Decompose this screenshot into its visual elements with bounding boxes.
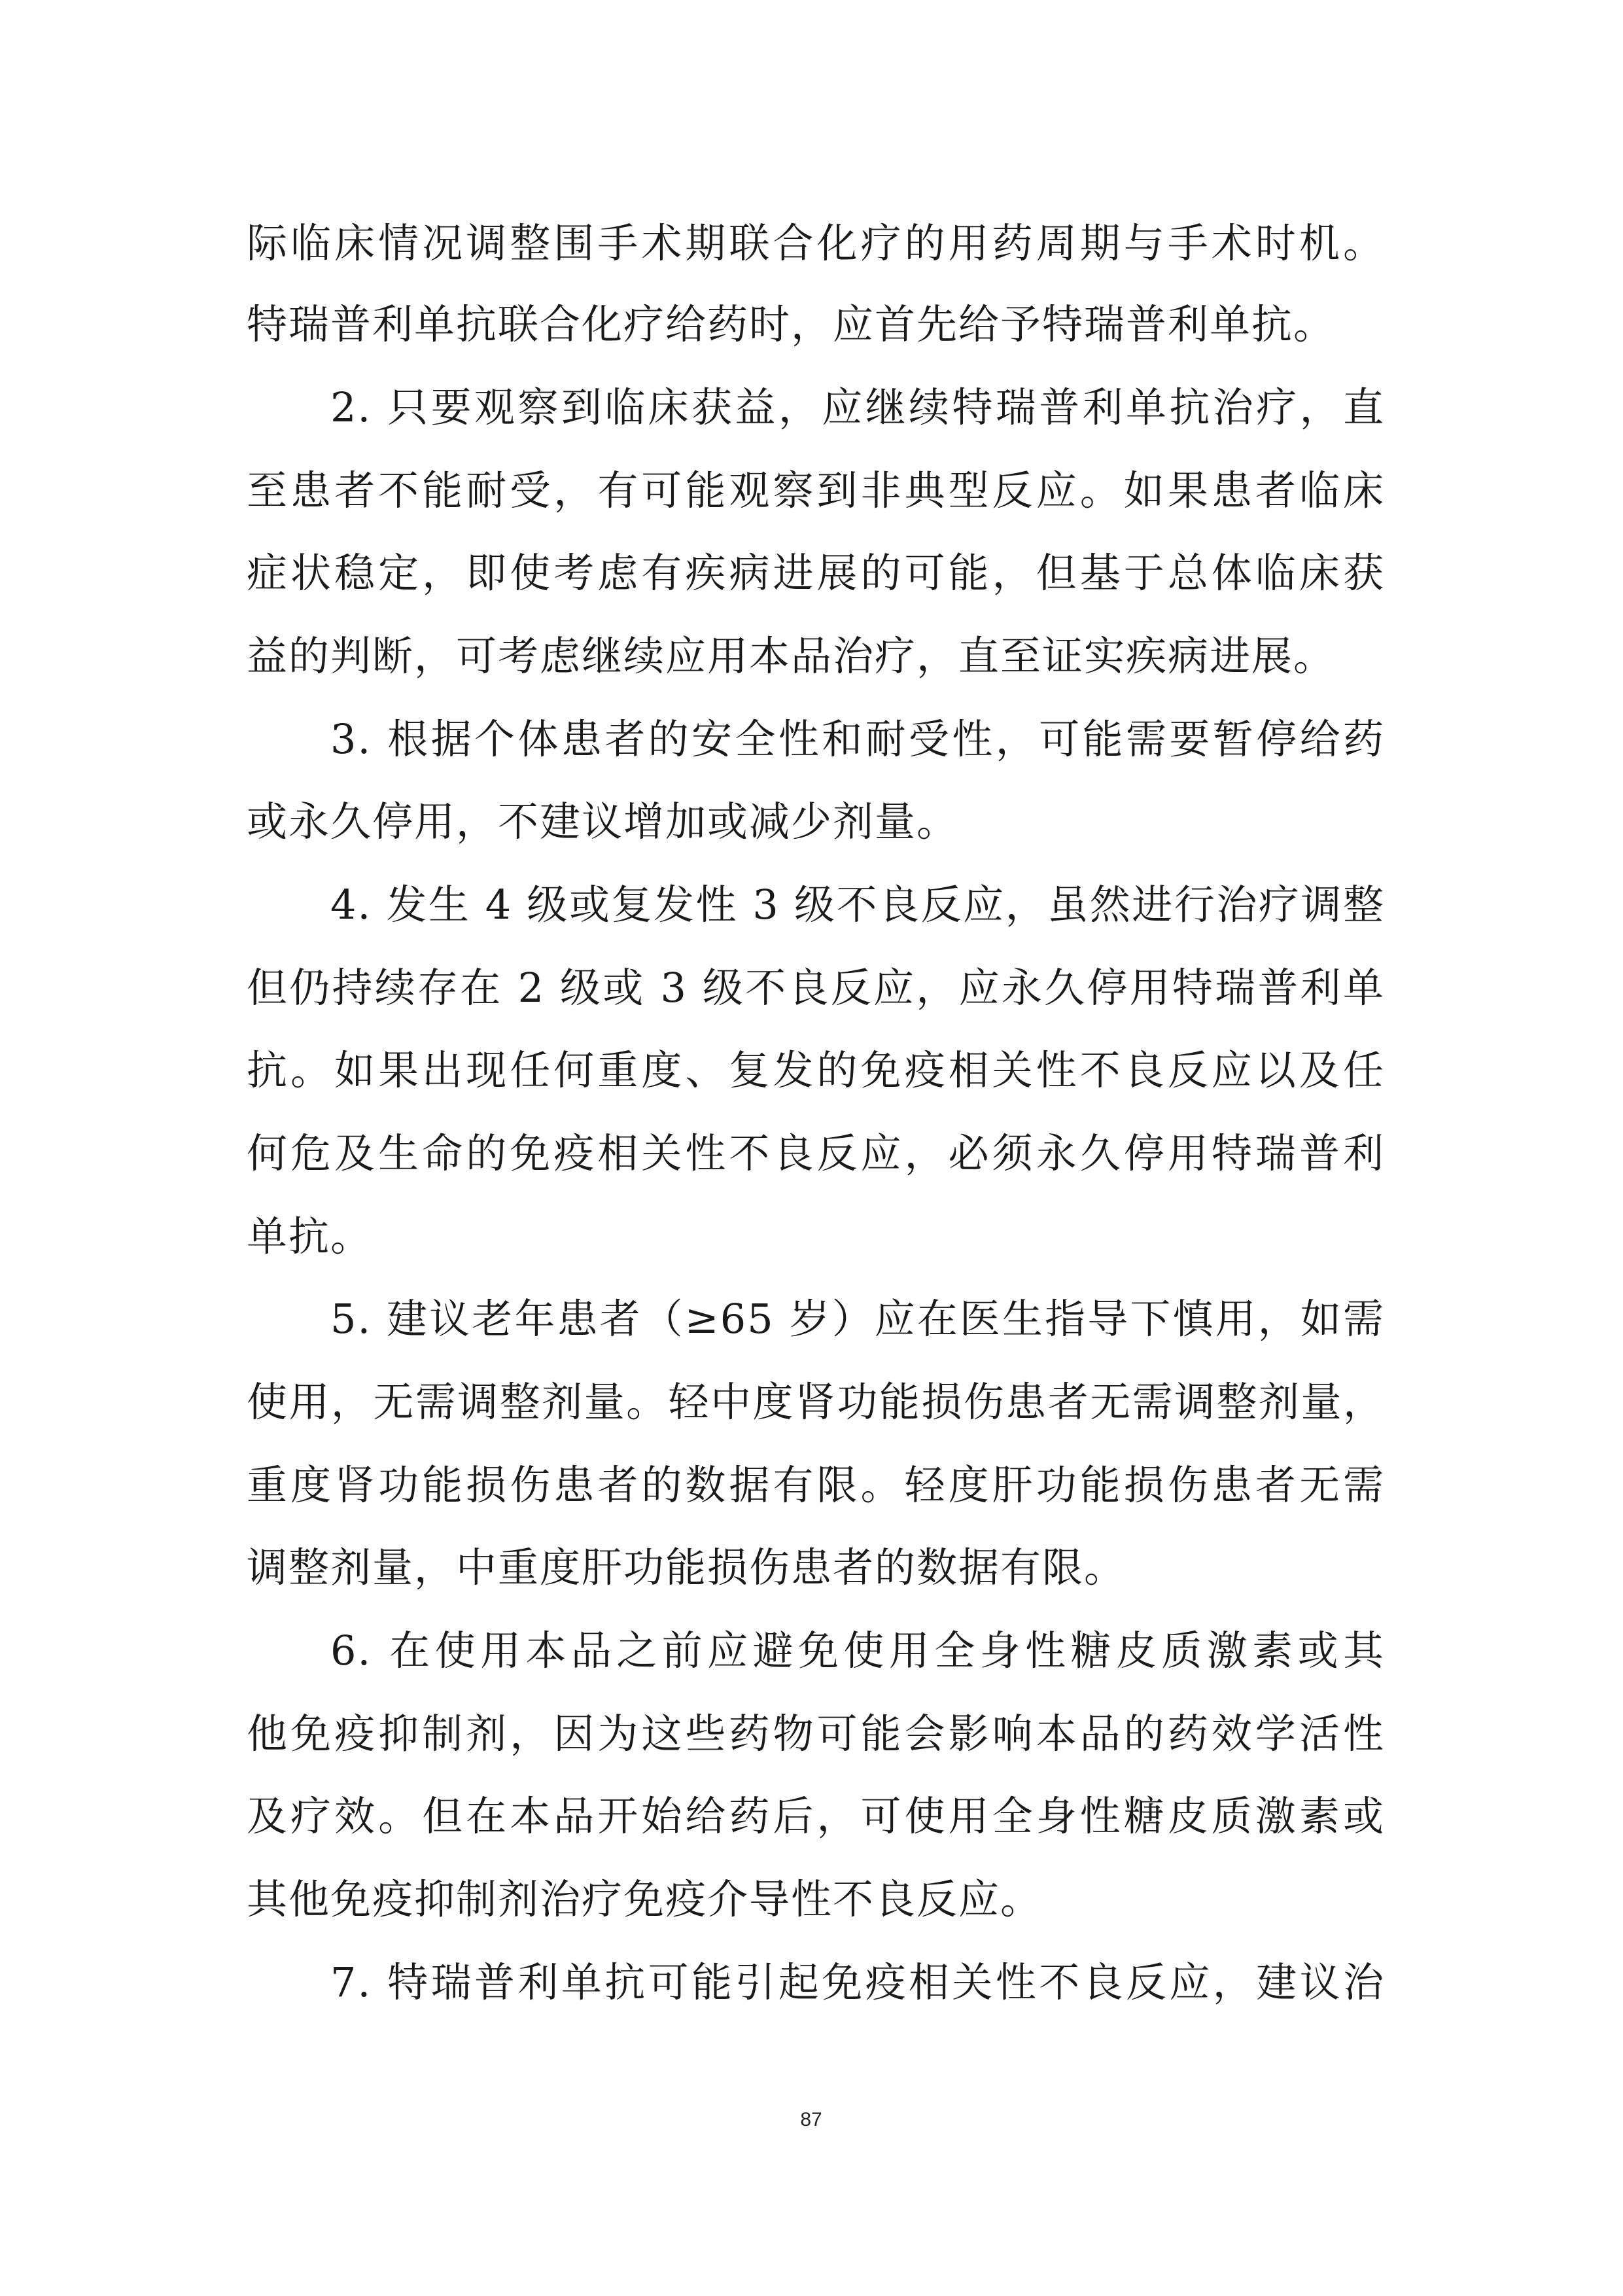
text-line: 使用，无需调整剂量。轻中度肾功能损伤患者无需调整剂量， [247,1378,1385,1426]
text-line: 调整剂量，中重度肝功能损伤患者的数据有限。 [247,1544,1126,1591]
text-line: 至患者不能耐受，有可能观察到非典型反应。如果患者临床 [247,467,1385,514]
text-line: 重度肾功能损伤患者的数据有限。轻度肝功能损伤患者无需 [247,1461,1385,1509]
text-line: 4. 发生 4 级或复发性 3 级不良反应，虽然进行治疗调整 [330,881,1385,928]
text-line: 其他免疫抑制剂治疗免疫介导性不良反应。 [247,1875,1043,1923]
text-line: 6. 在使用本品之前应避免使用全身性糖皮质激素或其 [330,1627,1385,1674]
text-line: 际临床情况调整围手术期联合化疗的用药周期与手术时机。 [247,219,1385,267]
text-line: 但仍持续存在 2 级或 3 级不良反应，应永久停用特瑞普利单 [247,964,1385,1012]
text-line: 特瑞普利单抗联合化疗给药时，应首先给予特瑞普利单抗。 [247,300,1336,348]
text-line: 5. 建议老年患者（≥65 岁）应在医生指导下慎用，如需 [330,1295,1385,1343]
text-line: 症状稳定，即使考虑有疾病进展的可能，但基于总体临床获 [247,549,1385,597]
text-line: 益的判断，可考虑继续应用本品治疗，直至证实疾病进展。 [247,632,1336,680]
text-line: 或永久停用，不建议增加或减少剂量。 [247,798,959,845]
page-number: 87 [800,2109,822,2130]
text-line: 及疗效。但在本品开始给药后，可使用全身性糖皮质激素或 [247,1792,1385,1840]
text-line: 何危及生命的免疫相关性不良反应，必须永久停用特瑞普利 [247,1129,1385,1177]
text-line: 7. 特瑞普利单抗可能引起免疫相关性不良反应，建议治 [330,1958,1385,2006]
text-line: 抗。如果出现任何重度、复发的免疫相关性不良反应以及任 [247,1046,1385,1094]
text-line: 他免疫抑制剂，因为这些药物可能会影响本品的药效学活性 [247,1710,1385,1757]
text-line: 单抗。 [247,1212,373,1260]
text-line: 2. 只要观察到临床获益，应继续特瑞普利单抗治疗，直 [330,383,1385,431]
text-line: 3. 根据个体患者的安全性和耐受性，可能需要暂停给药 [330,715,1385,763]
